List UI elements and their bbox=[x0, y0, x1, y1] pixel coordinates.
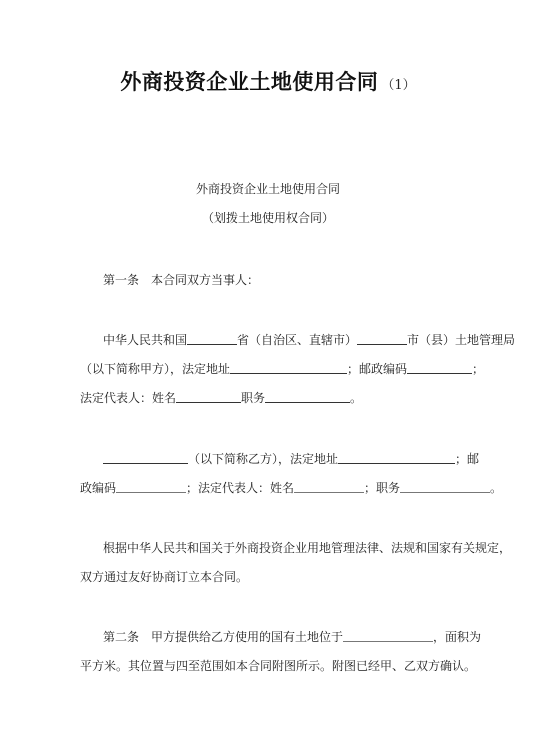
article-2-line-2: 平方米。其位置与四至范围如本合同附图所示。附图已经甲、乙双方确认。 bbox=[80, 659, 477, 673]
party-a-rep-title-label: 职务 bbox=[241, 391, 266, 405]
party-b-rep-name-label: ；法定代表人：姓名 bbox=[186, 481, 295, 495]
party-a-line-2-end: ； bbox=[472, 362, 485, 376]
subtitle: 外商投资企业土地使用合同 bbox=[195, 182, 340, 196]
document-title bbox=[0, 66, 536, 96]
article-1-heading: 第一条 本合同双方当事人： bbox=[103, 273, 260, 287]
party-a-address-label: （以下简称甲方），法定地址 bbox=[80, 362, 231, 376]
party-a-rep-title-blank bbox=[265, 390, 350, 403]
party-b-postcode-label-start: ；邮 bbox=[455, 452, 480, 466]
party-b-rep-title-label: ；职务 bbox=[364, 481, 401, 495]
province-label: 省（自治区、直辖市） bbox=[237, 333, 358, 347]
party-b-rep-name-blank bbox=[294, 480, 364, 493]
subtitle-paren: （划拨土地使用权合同） bbox=[201, 211, 334, 225]
article-2-line-1 bbox=[103, 629, 481, 645]
party-a-line-2 bbox=[80, 361, 484, 377]
party-b-address-label: （以下简称乙方），法定地址 bbox=[188, 452, 339, 466]
title-main: 外商投资企业土地使用合同 bbox=[120, 70, 379, 94]
party-b-line-1 bbox=[103, 451, 479, 467]
party-a-postcode-label: ；邮政编码 bbox=[347, 362, 408, 376]
province-blank bbox=[187, 332, 237, 345]
party-a-line-3 bbox=[80, 390, 362, 406]
party-a-address-blank bbox=[230, 361, 347, 374]
title-suffix: （1） bbox=[381, 78, 416, 93]
party-b-address-blank bbox=[338, 451, 455, 464]
party-b-postcode-blank bbox=[116, 480, 186, 493]
land-location-blank bbox=[343, 629, 433, 642]
party-a-postcode-blank bbox=[407, 361, 472, 374]
city-blank bbox=[357, 332, 407, 345]
party-b-name-blank bbox=[103, 451, 188, 464]
article-2-area-label: ，面积为 bbox=[433, 630, 482, 644]
basis-line-2: 双方通过友好协商订立本合同。 bbox=[80, 570, 249, 584]
article-2-location-label: 第二条 甲方提供给乙方使用的国有土地位于 bbox=[103, 630, 344, 644]
party-b-line-2 bbox=[80, 480, 502, 496]
party-b-line-2-end: 。 bbox=[490, 481, 503, 495]
party-b-rep-title-blank bbox=[400, 480, 490, 493]
party-a-line-1 bbox=[103, 332, 515, 348]
party-a-rep-name-blank bbox=[176, 390, 241, 403]
party-a-line-3-end: 。 bbox=[350, 391, 363, 405]
basis-line-1: 根据中华人民共和国关于外商投资企业用地管理法律、法规和国家有关规定， bbox=[103, 541, 512, 555]
party-a-country-label: 中华人民共和国 bbox=[103, 333, 188, 347]
party-a-rep-name-label: 法定代表人：姓名 bbox=[80, 391, 177, 405]
party-b-postcode-label-end: 政编码 bbox=[80, 481, 117, 495]
land-bureau-label: 市（县）土地管理局 bbox=[407, 333, 516, 347]
